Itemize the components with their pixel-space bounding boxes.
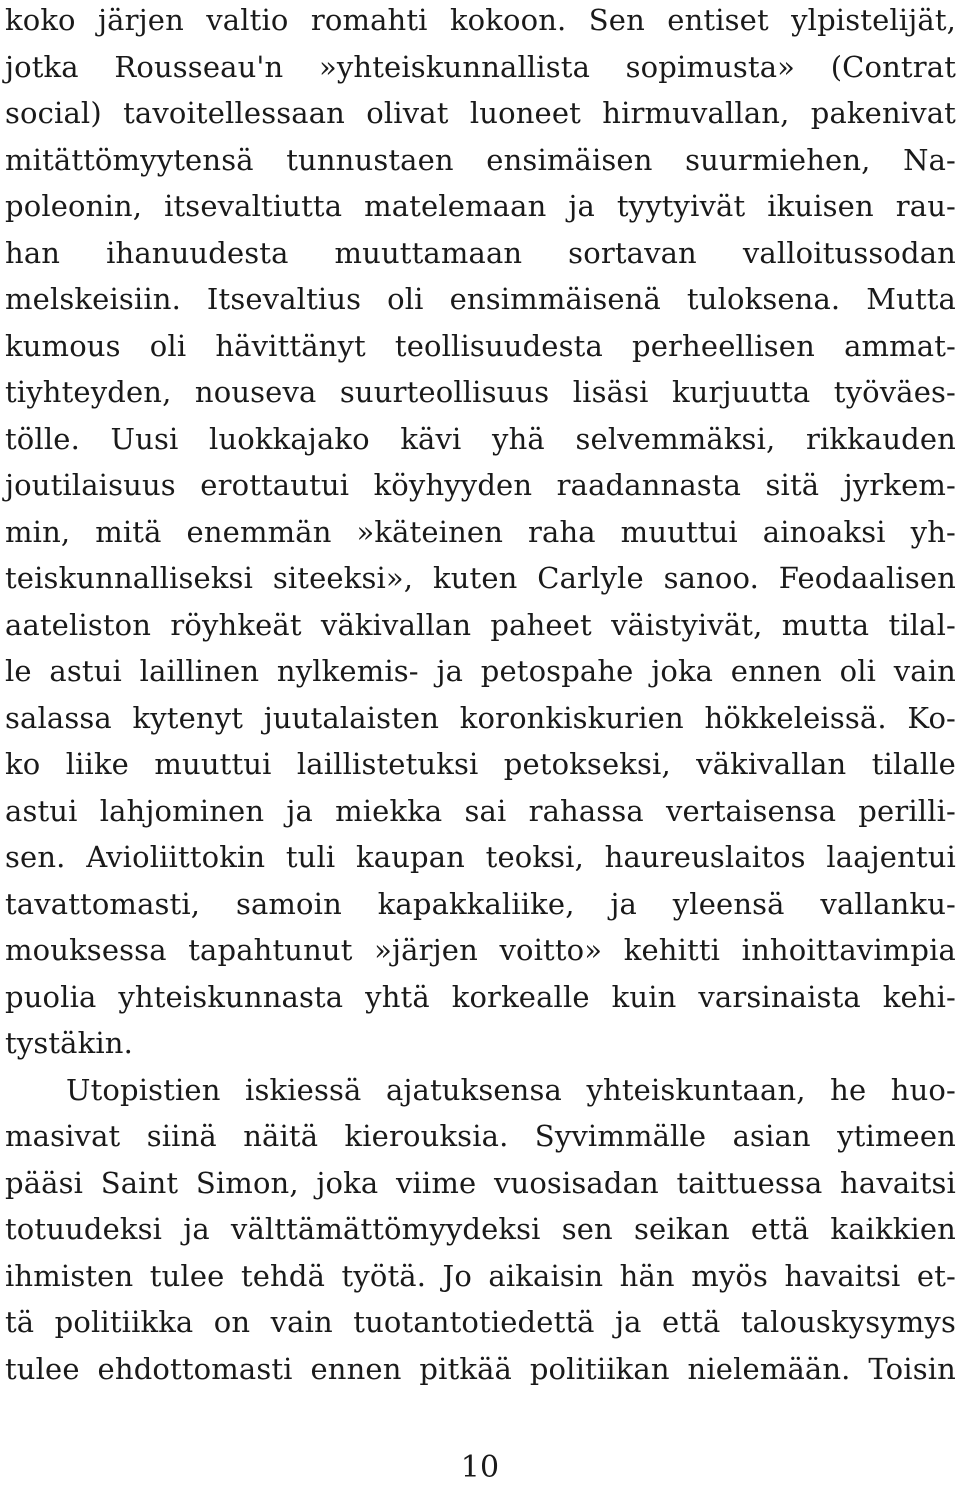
body-text	[5, 0, 956, 1392]
text-line: min, mitä enemmän »käteinen raha muuttui ainoaksi yh-	[5, 514, 956, 549]
page-number: 10	[460, 1450, 500, 1485]
text-line: koko järjen valtio romahti kokoon. Sen entiset ylpistelijät,	[5, 3, 956, 37]
text-line: ko liike muuttui laillistetuksi petokseksi, väkivallan tilalle	[5, 747, 956, 781]
text-line: Utopistien iskiessä ajatuksensa yhteiskuntaan, he huo-	[66, 1072, 956, 1107]
text-line: social) tavoitellessaan olivat luoneet hirmuvallan, pakenivat	[5, 96, 956, 130]
text-line: poleonin, itsevaltiutta matelemaan ja tyytyivät ikuisen rau-	[5, 189, 956, 223]
text-line: joutilaisuus erottautui köyhyyden raadannasta sitä jyrkem-	[5, 468, 956, 502]
text-line: tystäkin.	[5, 1026, 133, 1060]
text-line: le astui laillinen nylkemis- ja petospahe joka ennen oli vain	[5, 654, 956, 688]
text-line: mouksessa tapahtunut »järjen voitto» kehitti inhoittavimpia	[5, 933, 956, 967]
text-line: jotka Rousseau'n »yhteiskunnallista sopimusta» (Contrat	[5, 49, 956, 84]
text-line: totuudeksi ja välttämättömyydeksi sen seikan että kaikkien	[5, 1212, 956, 1246]
text-line: tulee ehdottomasti ennen pitkää politiikan nielemään. Toisin	[5, 1351, 956, 1386]
text-line: ihmisten tulee tehdä työtä. Jo aikaisin hän myös havaitsi et-	[5, 1258, 956, 1293]
text-line: pääsi Saint Simon, joka viime vuosisadan taittuessa havaitsi	[5, 1165, 956, 1200]
text-line: melskeisiin. Itsevaltius oli ensimmäisenä tuloksena. Mutta	[5, 282, 956, 316]
text-line: tölle. Uusi luokkajako kävi yhä selvemmäksi, rikkauden	[5, 421, 956, 456]
text-line: han ihanuudesta muuttamaan sortavan valloitussodan	[5, 235, 956, 270]
text-line: mitättömyytensä tunnustaen ensimäisen suurmiehen, Na-	[5, 142, 956, 177]
text-line: kumous oli hävittänyt teollisuudesta perheellisen ammat-	[5, 328, 956, 363]
text-line: tä politiikka on vain tuotantotiedettä ja että talouskysymys	[5, 1305, 956, 1339]
text-line: aateliston röyhkeät väkivallan paheet väistyivät, mutta tilal-	[5, 607, 956, 642]
text-line: sen. Avioliittokin tuli kaupan teoksi, haureuslaitos laajentui	[5, 840, 956, 874]
text-line: puolia yhteiskunnasta yhtä korkealle kuin varsinaista kehi-	[5, 979, 956, 1014]
text-line: salassa kytenyt juutalaisten koronkiskurien hökkeleissä. Ko-	[5, 700, 956, 735]
text-line: teiskunnalliseksi siteeksi», kuten Carlyle sanoo. Feodaalisen	[5, 561, 956, 595]
text-line: tavattomasti, samoin kapakkaliike, ja yleensä vallanku-	[5, 886, 956, 921]
text-line: tiyhteyden, nouseva suurteollisuus lisäsi kurjuutta työväes-	[5, 375, 956, 409]
text-line: astui lahjominen ja miekka sai rahassa vertaisensa perilli-	[5, 793, 956, 828]
text-line: masivat siinä näitä kierouksia. Syvimmälle asian ytimeen	[5, 1119, 956, 1153]
